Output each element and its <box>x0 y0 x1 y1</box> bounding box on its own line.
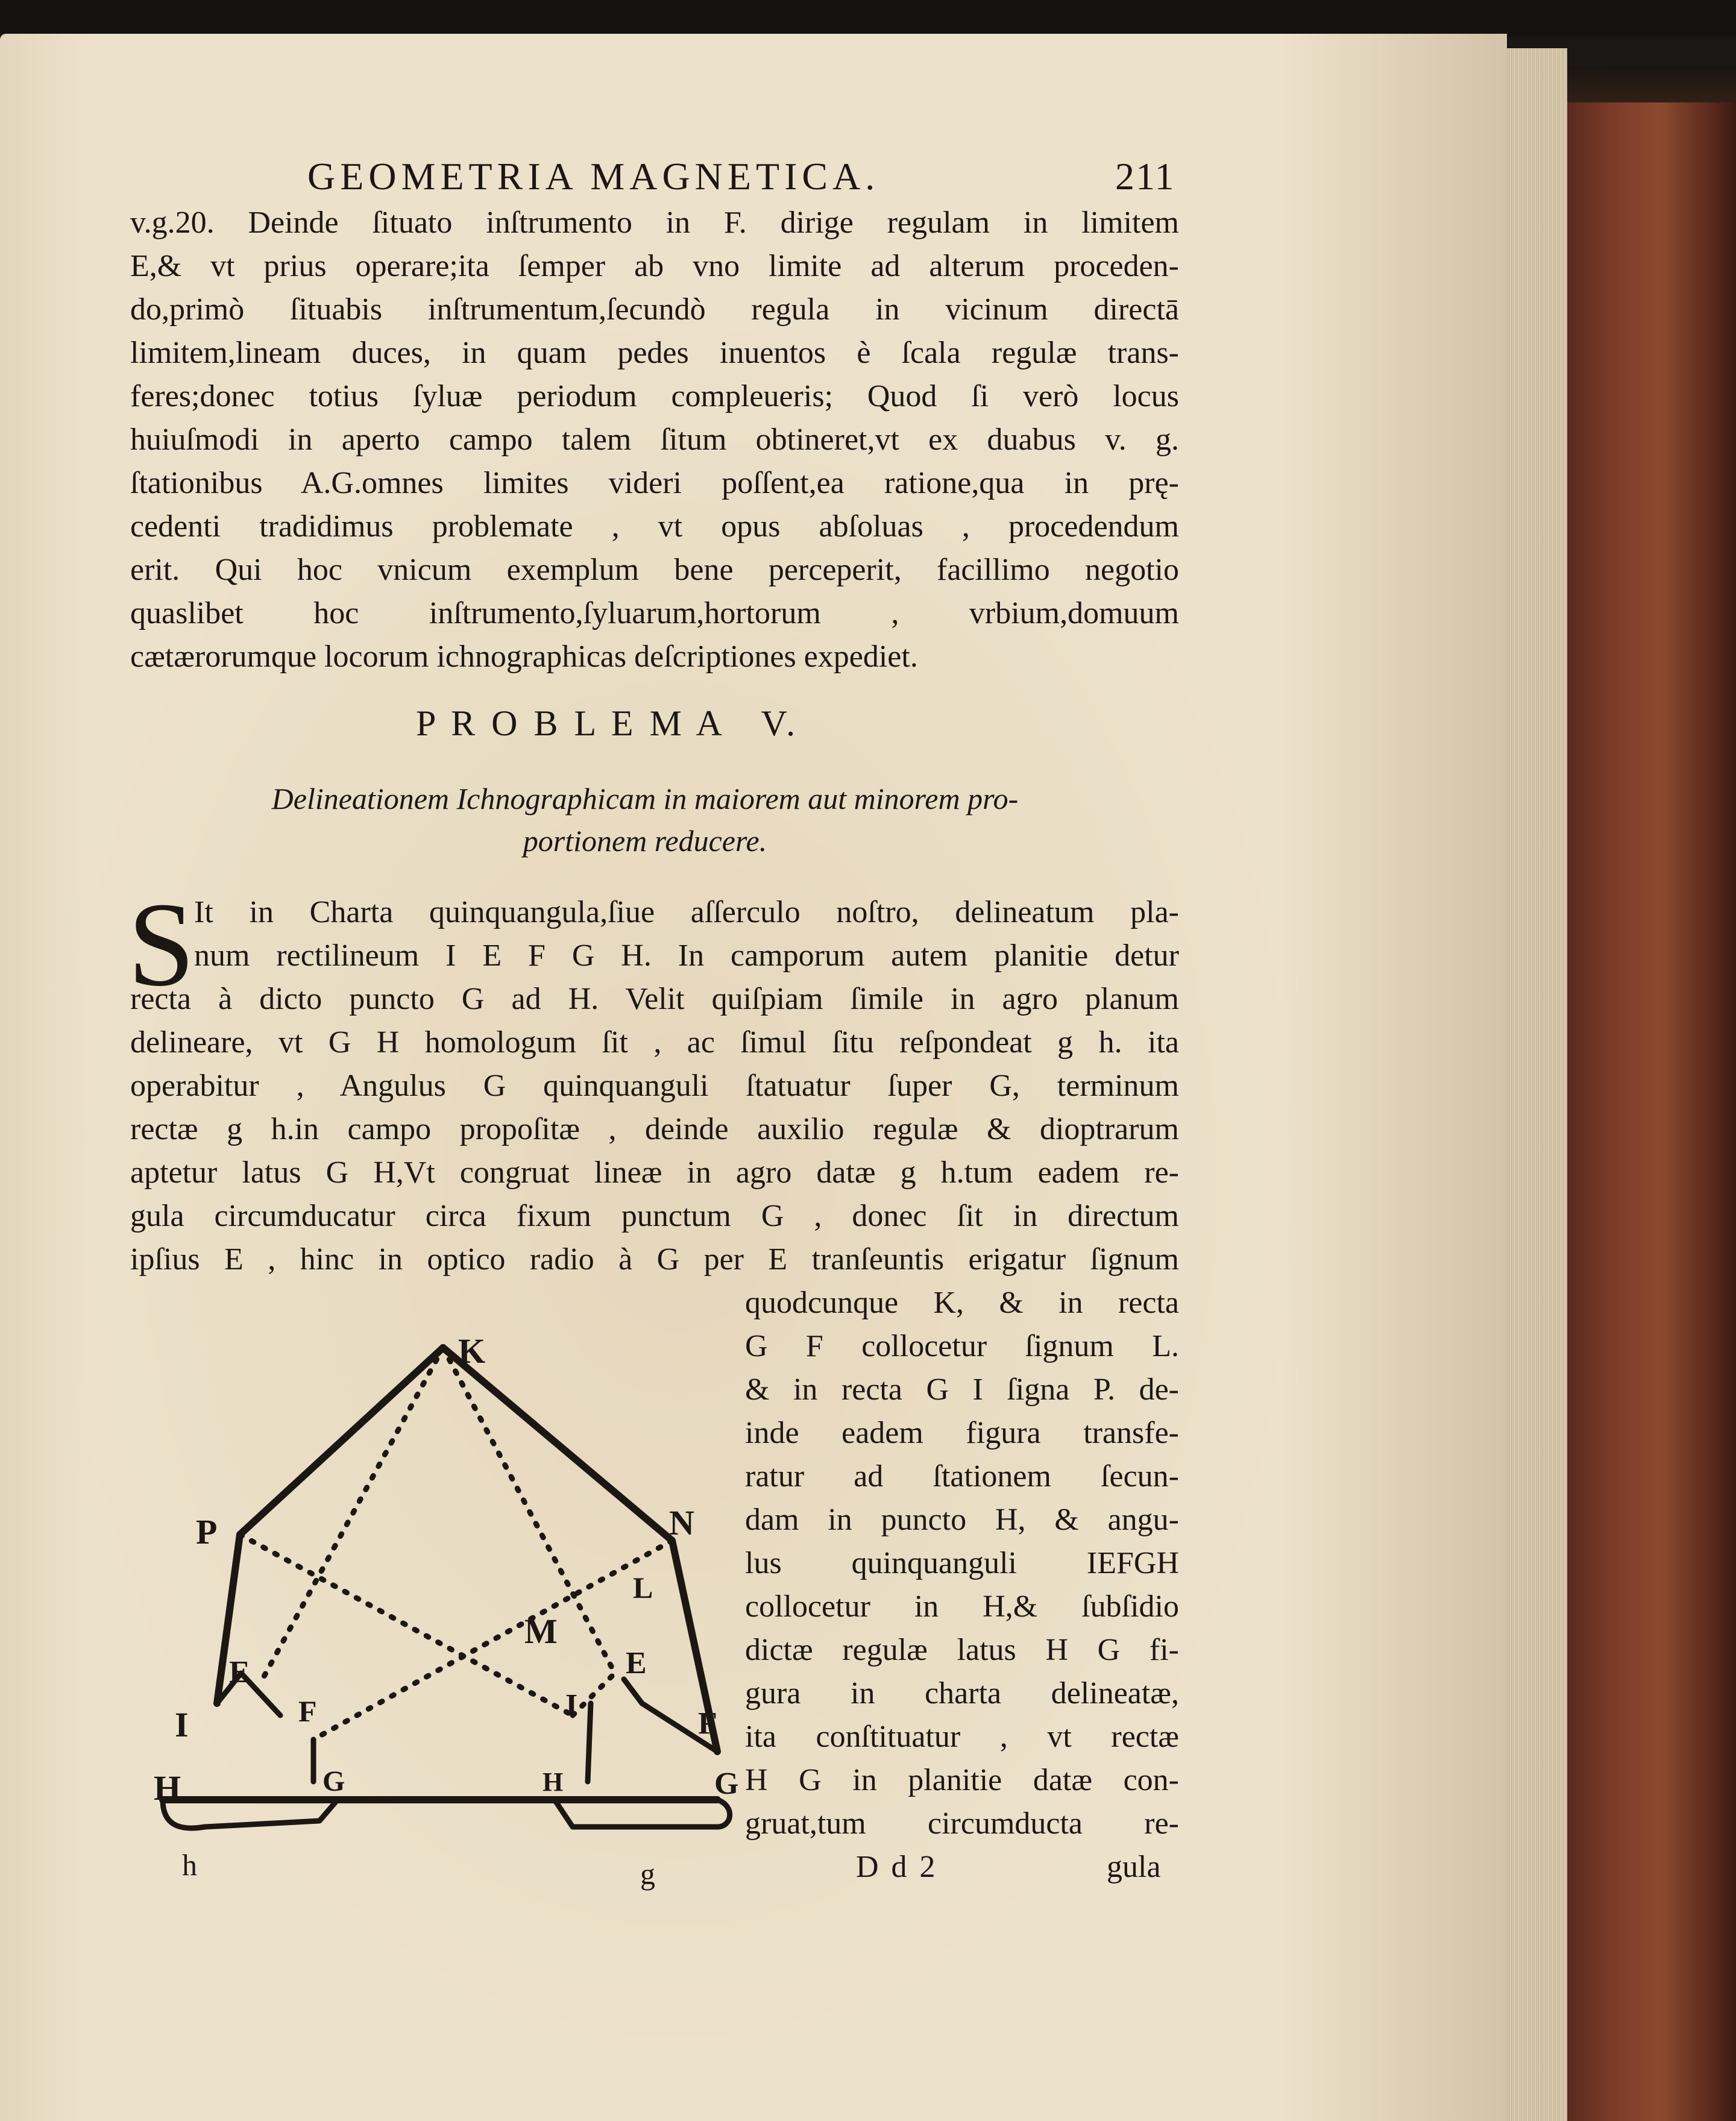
page-number: 211 <box>1115 155 1175 198</box>
text-line: ita conſtituatur , vt rectæ <box>745 1720 1179 1754</box>
label-m: M <box>524 1612 558 1651</box>
text-line: gruat,tum circumducta re- <box>745 1806 1179 1841</box>
woodcut-figure <box>139 1287 741 1902</box>
text-line: It in Charta quinquangula,ſiue aſſerculo noſtro, delineatum pla- <box>194 895 1179 929</box>
label-g-left: G <box>322 1765 345 1797</box>
text-line: gula circumducatur circa fixum punctum G , donec ſit in directum <box>130 1199 1179 1233</box>
label-k: K <box>458 1331 486 1371</box>
line-k-n <box>443 1348 672 1541</box>
label-h-right: H <box>542 1767 564 1797</box>
text-line: E,& vt prius operare;ita ſemper ab vno limite ad alterum proceden- <box>130 249 1179 283</box>
line-i-h-right <box>588 1703 591 1782</box>
text-line: v.g.20. Deinde ſituato inſtrumento in F. dirige regulam in limitem <box>130 206 1179 240</box>
text-line: gura in charta delineatæ, <box>745 1676 1179 1711</box>
label-i-left: I <box>175 1705 189 1744</box>
line-k-p <box>240 1348 443 1535</box>
text-line: recta à dicto puncto G ad H. Velit quiſpiam ſimile in agro planum <box>130 982 1179 1016</box>
text-line: G F collocetur ſignum L. <box>745 1329 1179 1363</box>
text-line: do,primò ſituabis inſtrumentum,ſecundò regula in vicinum directā <box>130 292 1179 327</box>
text-line: dam in puncto H, & angu- <box>745 1503 1179 1537</box>
text-line: rectæ g h.in campo propoſitæ , deinde auxilio regulæ & dioptrarum <box>130 1112 1179 1146</box>
running-title: GEOMETRIA MAGNETICA. <box>307 155 880 198</box>
text-line: & in recta G I ſigna P. de- <box>745 1372 1179 1407</box>
label-h-left: H <box>154 1768 181 1808</box>
text-line: inde eadem figura transfe- <box>745 1416 1179 1450</box>
label-p: P <box>196 1512 218 1551</box>
signature-mark: D d 2 <box>856 1850 938 1884</box>
text-line: operabitur , Angulus G quinquanguli ſtatuatur ſuper G, terminum <box>130 1069 1179 1103</box>
problem-statement-line2: portionem reducere. <box>523 824 767 858</box>
text-line: ipſius E , hinc in optico radio à G per E tranſeuntis erigatur ſignum <box>130 1242 1179 1277</box>
text-line: quodcunque K, & in recta <box>745 1286 1179 1320</box>
text-line: erit. Qui hoc vnicum exemplum bene perceperit, facillimo negotio <box>130 553 1179 587</box>
text-line: aptetur latus G H,Vt congruat lineæ in agro datæ g h.tum eadem re- <box>130 1155 1179 1190</box>
text-line: collocetur in H,& ſubſidio <box>745 1589 1179 1624</box>
text-line: H G in planitie datæ con- <box>745 1763 1179 1797</box>
label-e-left: E <box>229 1655 250 1689</box>
text-line: limitem,lineam duces, in quam pedes inuentos è ſcala regulæ trans- <box>130 336 1179 370</box>
book-page <box>0 34 1507 2121</box>
label-n: N <box>669 1503 694 1542</box>
text-line: delineare, vt G H homologum ſit , ac ſimul ſitu reſpondeat g h. ita <box>130 1025 1179 1060</box>
dotted-n-g <box>313 1541 672 1739</box>
text-line: feres;donec totius ſyluæ periodum compleueris; Quod ſi verò locus <box>130 379 1179 413</box>
label-g-right: G <box>714 1767 739 1801</box>
text-line: num rectilineum I E F G H. In camporum autem planitie detur <box>194 938 1179 973</box>
text-line: cætærorumque locorum ichnographicas deſcriptiones expediet. <box>130 639 918 674</box>
text-line: dictæ regulæ latus H G fi- <box>745 1633 1179 1667</box>
label-l: L <box>633 1571 653 1604</box>
leather-binding <box>1567 102 1736 2121</box>
line-g-base-right <box>555 1800 730 1827</box>
label-f-left: F <box>298 1694 317 1728</box>
line-h-base-left <box>163 1800 338 1828</box>
text-line: ſtationibus A.G.omnes limites videri poſſent,ea ratione,qua in prę- <box>130 466 1179 500</box>
dotted-i-e <box>573 1673 615 1715</box>
drop-cap: S <box>128 878 195 1011</box>
text-line: ratur ad ſtationem ſecun- <box>745 1459 1179 1494</box>
problem-statement-line1: Delineationem Ichnographicam in maiorem aut minorem pro- <box>271 782 1019 815</box>
text-line: quaslibet hoc inſtrumento,ſyluarum,hortorum , vrbium,domuum <box>130 596 1179 630</box>
label-i-right: I <box>565 1688 578 1723</box>
label-g-lower: g <box>640 1857 655 1891</box>
label-e-right: E <box>626 1646 647 1680</box>
text-line: lus quinquanguli IEFGH <box>745 1546 1179 1580</box>
scan-background <box>0 0 1736 37</box>
problem-heading: P R O B L E M A V. <box>416 703 799 743</box>
text-line: huiuſmodi in aperto campo talem ſitum obtineret,vt ex duabus v. g. <box>130 423 1179 457</box>
text-line: cedenti tradidimus problemate , vt opus abſoluas , procedendum <box>130 509 1179 544</box>
label-h-lower: h <box>182 1848 197 1882</box>
label-f-right: F <box>698 1706 717 1741</box>
catchword: gula <box>1107 1850 1161 1884</box>
dotted-k-e <box>259 1348 443 1685</box>
